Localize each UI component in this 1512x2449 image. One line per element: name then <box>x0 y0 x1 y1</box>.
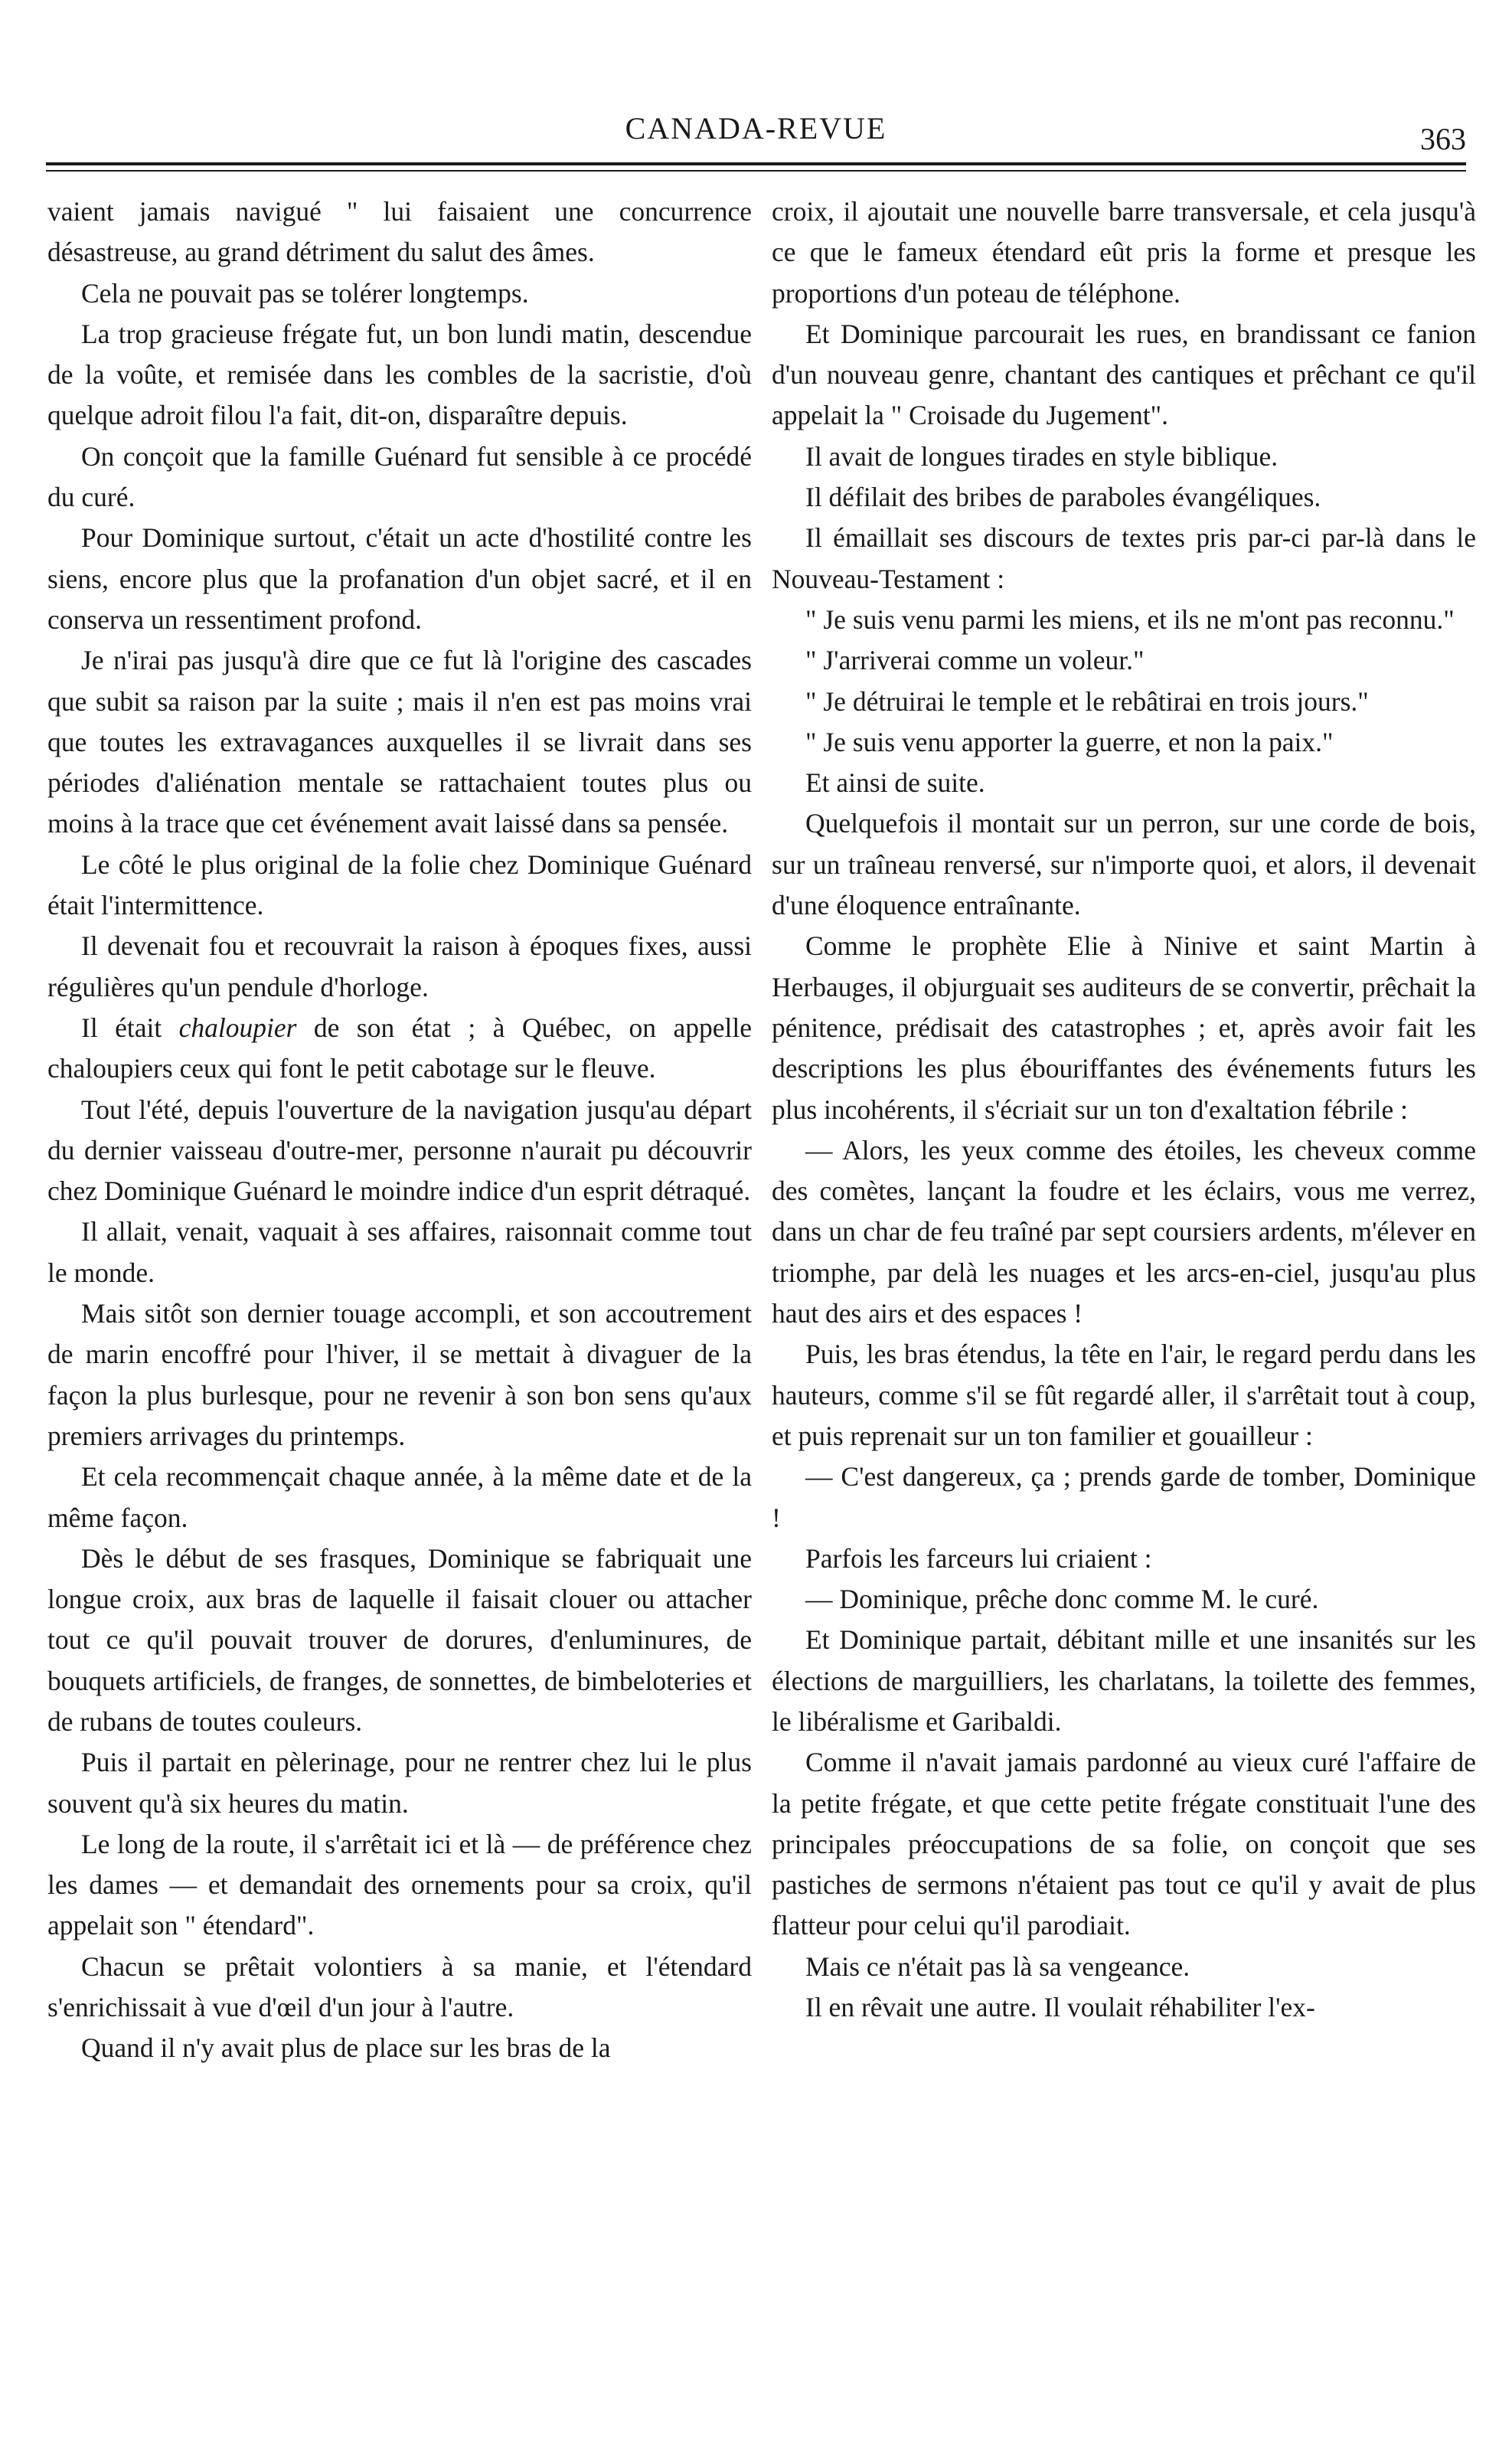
text-run: de son état ; à Québec, on appelle chaloupiers ceux qui font le petit cabotage sur le fleuve. <box>47 1012 752 1084</box>
paragraph: — C'est dangereux, ça ; prends garde de tomber, Dominique ! <box>772 1461 1476 1533</box>
paragraph: Comme le prophète Elie à Ninive et saint Martin à Herbauges, il objurguait ses auditeurs de se convertir, prêchait la pénitence, prédisait des catastrophes ; et, après avoir fait les descriptions les plus ébouriffantes des événements futurs les plus incohérents, il s'écriait sur un ton d'exaltation fébrile : <box>772 930 1476 1125</box>
paragraph: Il en rêvait une autre. Il voulait réhabiliter l'ex- <box>805 1992 1315 2023</box>
paragraph: Dès le début de ses frasques, Dominique se fabriquait une longue croix, aux bras de laquelle il faisait clouer ou attacher tout ce qu'il pouvait trouver de dorures, d'enluminures, de bouquets artificiels, de franges, de sonnettes, de bimbeloteries et de rubans de toutes couleurs. <box>47 1542 752 1737</box>
paragraph: Tout l'été, depuis l'ouverture de la navigation jusqu'au départ du dernier vaisseau d'outre-mer, personne n'aurait pu découvrir chez Dominique Guénard le moindre indice d'un esprit détraqué. <box>47 1094 752 1207</box>
header-rule <box>46 162 1466 165</box>
left-column <box>47 191 752 2069</box>
paragraph: La trop gracieuse frégate fut, un bon lundi matin, descendue de la voûte, et remisée dans les combles de la sacristie, d'où quelque adroit filou l'a fait, dit-on, disparaître depuis. <box>47 318 752 431</box>
paragraph: Il émaillait ses discours de textes pris par-ci par-là dans le Nouveau-Testament : <box>772 522 1476 594</box>
paragraph: Et Dominique partait, débitant mille et une insanités sur les élections de marguilliers, les charlatans, la toilette des femmes, le libéralisme et Garibaldi. <box>772 1624 1476 1737</box>
paragraph: " Je suis venu apporter la guerre, et non la paix." <box>805 726 1334 757</box>
paragraph: vaient jamais navigué " lui faisaient une concurrence désastreuse, au grand détriment du salut des âmes. <box>47 196 752 268</box>
paragraph <box>47 1008 752 1090</box>
paragraph: — Dominique, prêche donc comme M. le curé. <box>805 1584 1319 1615</box>
italic-term: chaloupier <box>178 1012 297 1043</box>
paragraph: Il allait, venait, vaquait à ses affaires, raisonnait comme tout le monde. <box>47 1216 752 1288</box>
paragraph: Parfois les farceurs lui criaient : <box>805 1542 1152 1574</box>
paragraph: On conçoit que la famille Guénard fut sensible à ce procédé du curé. <box>47 440 752 513</box>
paragraph: Quand il n'y avait plus de place sur les bras de la <box>81 2032 611 2064</box>
paragraph: Comme il n'avait jamais pardonné au vieux curé l'affaire de la petite frégate, et que cette petite frégate constituait l'une des principales préoccupations de sa folie, on conçoit que ses pastiches de sermons n'étaient pas tout ce qu'il y avait de plus flatteur pour celui qu'il parodiait. <box>772 1747 1476 1941</box>
text-run: Il était <box>81 1012 179 1043</box>
paragraph: Cela ne pouvait pas se tolérer longtemps. <box>81 277 529 309</box>
paragraph: " Je suis venu parmi les miens, et ils ne m'ont pas reconnu." <box>805 603 1455 635</box>
paragraph: Il devenait fou et recouvrait la raison à époques fixes, aussi régulières qu'un pendule d'horloge. <box>47 930 752 1002</box>
header-rule-thin <box>46 170 1466 172</box>
paragraph: Mais ce n'était pas là sa vengeance. <box>805 1950 1190 1982</box>
paragraph: Il avait de longues tirades en style biblique. <box>805 440 1279 472</box>
paragraph: croix, il ajoutait une nouvelle barre transversale, et cela jusqu'à ce que le fameux étendard eût pris la forme et presque les proportions d'un poteau de téléphone. <box>772 196 1476 309</box>
paragraph: Puis il partait en pèlerinage, pour ne rentrer chez lui le plus souvent qu'à six heures du matin. <box>47 1747 752 1819</box>
paragraph: Et Dominique parcourait les rues, en brandissant ce fanion d'un nouveau genre, chantant des cantiques et prêchant ce qu'il appelait la " Croisade du Jugement". <box>772 318 1476 431</box>
paragraph: " J'arriverai comme un voleur." <box>805 645 1145 676</box>
paragraph: Le côté le plus original de la folie chez Dominique Guénard était l'intermittence. <box>47 848 752 921</box>
paragraph: Et cela recommençait chaque année, à la même date et de la même façon. <box>47 1461 752 1533</box>
paragraph: Mais sitôt son dernier touage accompli, et son accoutrement de marin encoffré pour l'hiver, il se mettait à divaguer de la façon la plus burlesque, pour ne revenir à son bon sens qu'aux premiers arrivages du printemps. <box>47 1298 752 1451</box>
paragraph: Pour Dominique surtout, c'était un acte d'hostilité contre les siens, encore plus que la profanation d'un objet sacré, et il en conserva un ressentiment profond. <box>47 522 752 635</box>
paragraph: Quelquefois il montait sur un perron, sur une corde de bois, sur un traîneau renversé, sur n'importe quoi, et alors, il devenait d'une éloquence entraînante. <box>772 808 1476 921</box>
right-column <box>772 191 1476 2028</box>
paragraph: Puis, les bras étendus, la tête en l'air, le regard perdu dans les hauteurs, comme s'il se fût regardé aller, il s'arrêtait tout à coup, et puis reprenait sur un ton familier et gouailleur : <box>772 1339 1476 1451</box>
running-title: CANADA-REVUE <box>625 111 887 146</box>
paragraph: Il défilait des bribes de paraboles évangéliques. <box>805 482 1321 513</box>
paragraph: — Alors, les yeux comme des étoiles, les cheveux comme des comètes, lançant la foudre et les éclairs, vous me verrez, dans un char de feu traîné par sept coursiers ardents, m'élever en triomphe, par delà les nuages et les arcs-en-ciel, jusqu'au plus haut des airs et des espaces ! <box>772 1134 1476 1329</box>
paragraph: Le long de la route, il s'arrêtait ici et là — de préférence chez les dames — et demandait des ornements pour sa croix, qu'il appelait son " étendard". <box>47 1828 752 1941</box>
paragraph: Je n'irai pas jusqu'à dire que ce fut là l'origine des cascades que subit sa raison par la suite ; mais il n'en est pas moins vrai que toutes les extravagances auxquelles il se livrait dans ses périodes d'aliénation mentale se rattachaient toutes plus ou moins à la trace que cet événement avait laissé dans sa pensée. <box>47 645 752 839</box>
paragraph: Et ainsi de suite. <box>805 767 985 799</box>
page-header <box>46 106 1466 156</box>
paragraph: " Je détruirai le temple et le rebâtirai en trois jours." <box>805 685 1369 717</box>
page-number: 363 <box>1420 122 1466 156</box>
paragraph: Chacun se prêtait volontiers à sa manie, et l'étendard s'enrichissait à vue d'œil d'un jour à l'autre. <box>47 1950 752 2023</box>
